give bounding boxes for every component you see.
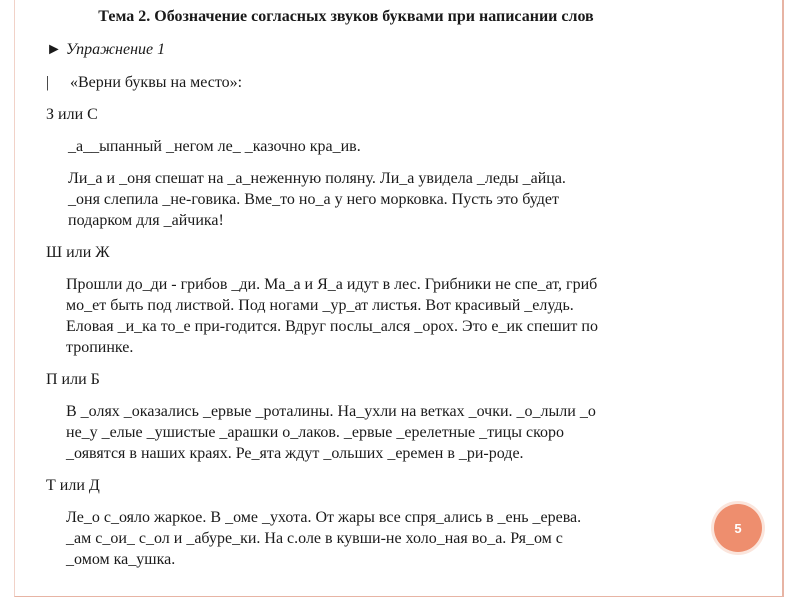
slide-title: Тема 2. Обозначение согласных звуков буквами при написании слов [98, 8, 594, 25]
exercise-label: Упражнение 1 [65, 41, 166, 58]
paragraph-line: _ам с_ои_ с_ол и _абуре_ки. На с.оле в кувши-не холо_ная во_а. Ря_ом с [66, 530, 563, 547]
task-line [46, 72, 716, 93]
paragraph-line: _оня слепила _не-говика. Вме_то но_а у него морковка. Пусть это будет [68, 191, 560, 208]
paragraph-line: подарком для _айчика! [68, 212, 224, 229]
paragraph [66, 274, 716, 358]
paragraph-line: тропинке. [66, 339, 134, 356]
section-heading-sh-zh: Ш или Ж [46, 244, 110, 261]
section-heading-p-b: П или Б [46, 371, 100, 388]
paragraph-line: Прошли до_ди - грибов _ди. Ма_а и Я_а идут в лес. Грибники не спе_ат, гриб [66, 276, 598, 293]
paragraph [66, 507, 716, 570]
triangle-marker-icon: ► [46, 41, 62, 58]
task-text: «Верни буквы на место»: [70, 74, 243, 91]
paragraph-line: _а__ыпанный _негом ле_ _казочно кра_ив. [68, 138, 361, 155]
section-heading-z-s: З или С [46, 106, 98, 123]
page-number-badge: 5 [714, 504, 762, 552]
paragraph-line: не_у _елые _ушистые _арашки о_лаков. _ервые _ерелетные _тицы скоро [66, 424, 565, 441]
task-bullet: | [46, 74, 50, 91]
paragraph-line: В _олях _оказались _ервые _роталины. На_ухли на ветках _очки. _о_лыли _о [66, 403, 596, 420]
paragraph-line: мо_ет быть под листвой. Под ногами _ур_ат листья. Вот красивый _елудь. [66, 297, 574, 314]
section-heading-t-d: Т или Д [46, 477, 100, 494]
paragraph [68, 168, 716, 231]
exercise-heading [46, 39, 716, 60]
paragraph-line: Ле_о с_ояло жаркое. В _оме _ухота. От жары все спря_ались в _ень _ерева. [66, 509, 582, 526]
paragraph-line: _оявятся в наших краях. Ре_ята ждут _ольших _еремен в _ри-роде. [66, 445, 524, 462]
paragraph [66, 401, 716, 464]
paragraph-line: Ли_а и _оня спешат на _а_неженную поляну. Ли_а увидела _леды _айца. [68, 170, 566, 187]
paragraph-line: Еловая _и_ка то_е при-годится. Вдруг послы_ался _орох. Это е_ик спешит по [66, 318, 598, 335]
paragraph-line: _омом ка_ушка. [66, 551, 176, 568]
slide-content [46, 6, 716, 570]
paragraph [68, 136, 716, 157]
